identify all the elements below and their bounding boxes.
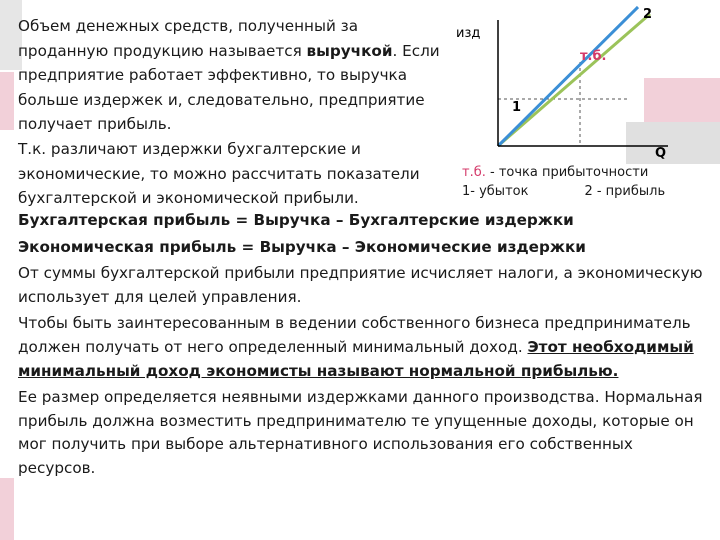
legend-items [462,182,665,201]
intro-paragraph-revenue [18,14,448,137]
x-axis-label: Q [655,146,667,161]
intro-text-part: . Если предприятие работает эффективно, то выручка больше издержек и, следовательно, предприятие получает прибыль. [18,41,440,134]
normal-profit-definition: Этот необходимый минимальный доход экономисты называют нормальной прибылью. [18,337,694,380]
legend-point [462,163,665,182]
legend-point-desc: - точка прибыточности [485,165,649,180]
economic-profit-formula: Экономическая прибыль = Выручка – Экономические издержки [18,237,586,256]
y-axis-label: изд [456,26,481,41]
decor-block-mid-left [0,72,14,130]
legend-item-loss: 1- убыток [462,184,529,199]
normal-profit-paragraph [18,312,708,383]
revenue-term: выручкой [306,41,393,60]
legend-item-profit: 2 - прибыль [584,184,666,199]
chart-legend [462,163,665,201]
intro-text [18,14,448,211]
line-2-revenue [498,14,650,146]
accounting-profit-formula: Бухгалтерская прибыль = Выручка – Бухгалтерские издержки [18,211,574,229]
taxes-paragraph: От суммы бухгалтерской прибыли предприятие исчисляет налоги, а экономическую использует для целей управления. [18,264,703,306]
intro-text-part: Объем денежных средств, полученный за проданную продукцию называется [18,17,359,60]
decor-block-bottom-left [0,478,14,540]
line-1-costs [498,7,638,146]
intro-paragraph-costs: Т.к. различают издержки бухгалтерские и экономические, то можно рассчитать показатели бухгалтерской и экономической прибыли. [18,139,420,208]
breakeven-point-label: т.б. [580,49,607,64]
legend-point-abbr: т.б. [462,165,486,180]
line-1-label: 1 [512,100,522,115]
normal-profit-text: Чтобы быть заинтересованным в ведении собственного бизнеса предприниматель должен получать от него определенный минимальный доход. [18,314,691,356]
body-text [18,209,708,484]
implicit-costs-paragraph: Ее размер определяется неявными издержками данного производства. Нормальная прибыль должна возместить предпринимателю те упущенные доходы, которые он мог получить при выборе альтернативного использования его собственных ресурсов. [18,388,703,477]
line-2-label: 2 [643,7,653,22]
